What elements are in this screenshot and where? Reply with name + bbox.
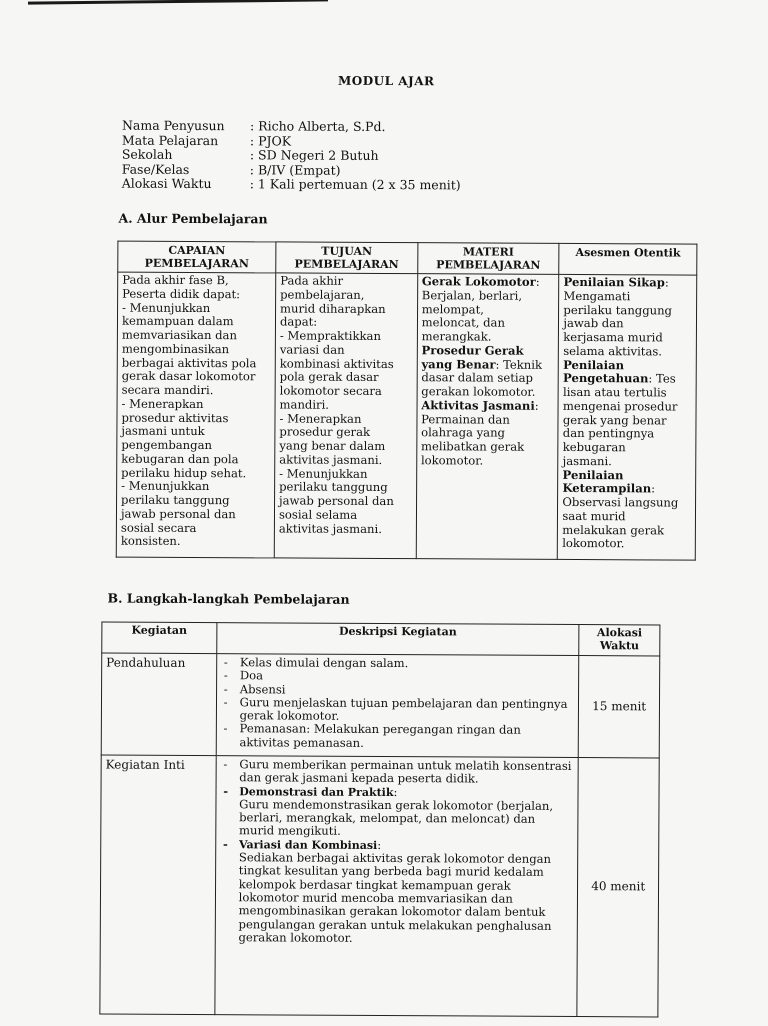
materi-heading: Gerak Lokomotor <box>421 274 536 289</box>
text-line: perilaku tanggung <box>279 479 388 495</box>
table-row <box>116 272 696 560</box>
asesmen-heading: Penilaian <box>563 357 625 372</box>
text-line: mengenai prosedur <box>562 398 678 414</box>
text-line: melakukan gerak <box>562 522 665 537</box>
asesmen-heading: Penilaian <box>562 467 624 482</box>
text-line: aktivitas jasmani. <box>278 520 382 536</box>
text-line: pola gerak dasar <box>279 369 379 385</box>
document-title: MODUL AJAR <box>337 73 435 89</box>
deskripsi-cell <box>215 756 579 1017</box>
text-line: perilaku tanggung <box>563 302 673 318</box>
meta-value: : SD Negeri 2 Butuh <box>249 147 379 163</box>
header-kegiatan: Kegiatan <box>102 622 217 654</box>
meta-value: : 1 Kali pertemuan (2 x 35 menit) <box>249 176 461 193</box>
header-alokasi-line: Waktu <box>599 638 640 652</box>
item-heading: Demonstrasi dan Praktik <box>239 784 394 799</box>
text-line: kerjasama murid <box>563 329 663 345</box>
header-alokasi-line: Alokasi <box>596 626 643 640</box>
text-line: lokomotor. <box>562 536 625 551</box>
capaian-cell <box>116 272 275 558</box>
text-line: perilaku tanggung <box>121 492 230 508</box>
activity-list <box>219 758 574 946</box>
text-line: mandiri. <box>279 397 330 412</box>
text-line: lisan atau tertulis <box>562 384 667 400</box>
text-line: - Menerapkan <box>279 410 362 426</box>
text-line: sosial secara <box>120 520 197 535</box>
materi-heading: Aktivitas Jasmani <box>421 397 535 413</box>
materi-text: : <box>535 274 540 289</box>
text-line: dan pentingnya <box>562 426 655 441</box>
text-line: - Menunjukkan <box>279 465 368 481</box>
list-item: - Absensi <box>221 683 575 698</box>
text-line: Pada akhir fase B, <box>122 272 229 288</box>
text-line: - Menunjukkan <box>121 478 210 494</box>
tujuan-cell <box>274 273 417 559</box>
kegiatan-label: Pendahuluan <box>101 653 216 756</box>
meta-key: Sekolah <box>121 146 173 162</box>
text-line: meloncat, dan <box>421 315 505 330</box>
text-line: mengombinasikan <box>121 341 230 356</box>
asesmen-text: : <box>664 275 669 290</box>
alokasi-cell: 40 menit <box>577 758 659 1017</box>
list-item: - Pemanasan: Melakukan peregangan ringan dan aktivitas pemanasan. <box>220 723 574 751</box>
text-line: gerakan lokomotor. <box>421 384 536 399</box>
item-body: Sediakan berbagai aktivitas gerak lokomotor dengan tingkat kesulitan yang berbeda bagi murid kedalam kelompok berdasar tingkat kemampuan gerak lokomotor murid mencoba memvariasikan dan mengombinasikan gerakan lokomotor dalam bentuk pengulangan gerakan untuk melakukan penghalusan gerakan lokomotor. <box>238 850 552 945</box>
deskripsi-cell <box>216 654 579 758</box>
table-header-row <box>102 622 660 656</box>
text-line: jawab personal dan <box>120 506 236 521</box>
identity-info <box>122 119 461 193</box>
text-line: dapat: <box>279 314 318 329</box>
table-row <box>101 653 660 758</box>
text-line: jawab dan <box>563 316 624 331</box>
langkah-pembelajaran-table <box>99 622 660 1018</box>
text-line: secara mandiri. <box>121 382 214 398</box>
text-line: berbagai aktivitas pola <box>121 355 257 370</box>
header-alokasi <box>579 625 660 656</box>
meta-value: : B/IV (Empat) <box>249 161 341 178</box>
text-line: olahraga yang <box>421 425 506 440</box>
header-asesmen: Asesmen Otentik <box>559 243 697 275</box>
text-line: jasmani untuk <box>121 423 205 439</box>
kegiatan-label: Kegiatan Inti <box>100 755 216 1015</box>
text-line: aktivitas jasmani. <box>279 452 383 467</box>
text-line: selama aktivitas. <box>563 343 663 359</box>
meta-key: Fase/Kelas <box>121 161 190 177</box>
section-a-heading: A. Alur Pembelajaran <box>118 210 268 227</box>
activity-list <box>220 656 574 751</box>
text-line: saat murid <box>562 508 626 524</box>
text-line: konsisten. <box>120 533 181 549</box>
text-line: jawab personal dan <box>279 493 394 509</box>
text-line: perilaku hidup sehat. <box>121 465 247 480</box>
table-row <box>100 755 659 1017</box>
text-line: - Menerapkan <box>121 396 204 411</box>
asesmen-heading: Pengetahuan <box>563 371 649 386</box>
text-line: murid diharapkan <box>280 300 386 316</box>
text-line: gerak dasar lokomotor <box>121 368 256 384</box>
text-line <box>421 399 555 413</box>
text-line: - Mempraktikkan <box>279 328 381 343</box>
text-line: lokomotor. <box>420 452 484 468</box>
asesmen-heading: Keterampilan <box>562 481 652 496</box>
asesmen-text: : Tes <box>648 371 676 386</box>
text-line: jasmani. <box>562 453 612 468</box>
text-line: - Menunjukkan <box>122 300 211 315</box>
text-line: prosedur gerak <box>279 424 371 440</box>
text-line: lokomotor secara <box>279 383 382 398</box>
list-item: - Kelas dimulai dengan salam. <box>221 656 575 671</box>
list-item: - Doa <box>221 669 575 684</box>
text-line: kemampuan dalam <box>121 313 234 329</box>
text-line: sosial selama <box>278 507 358 522</box>
text-line: kebugaran <box>562 439 626 455</box>
asesmen-text: : <box>651 481 656 496</box>
text-line: kombinasi aktivitas <box>279 355 394 371</box>
alokasi-cell: 15 menit <box>579 656 660 758</box>
text-line: merangkak. <box>421 329 492 344</box>
materi-cell <box>416 274 559 560</box>
header-capaian: CAPAIAN PEMBELAJARAN <box>118 241 276 273</box>
list-item <box>220 785 574 840</box>
text-line: variasi dan <box>279 342 345 357</box>
list-item <box>219 838 573 946</box>
materi-text: : <box>534 398 539 413</box>
materi-heading: yang Benar <box>421 356 496 372</box>
meta-value: : Richo Alberta, S.Pd. <box>249 118 386 135</box>
text-line: melompat, <box>421 301 485 317</box>
text-line: Pada akhir <box>280 273 344 288</box>
text-line: kebugaran dan pola <box>121 451 239 466</box>
text-line: Permainan dan <box>421 411 510 427</box>
item-heading: Variasi dan Kombinasi <box>238 838 378 852</box>
meta-key: Mata Pelajaran <box>121 132 219 148</box>
text-line: gerak yang benar <box>562 412 667 427</box>
item-colon: : <box>377 837 382 852</box>
text-line: yang benar dalam <box>279 438 386 454</box>
section-b-heading: B. Langkah-langkah Pembelajaran <box>107 590 350 607</box>
text-line: prosedur aktivitas <box>121 410 229 425</box>
header-tujuan: TUJUAN PEMBELAJARAN <box>276 242 418 274</box>
meta-value: : PJOK <box>249 132 292 149</box>
list-item: - Guru menjelaskan tujuan pembelajaran dan pentingnya gerak lokomotor. <box>221 696 575 724</box>
text-line: pembelajaran, <box>280 287 365 302</box>
text-line: Berjalan, berlari, <box>421 287 523 303</box>
text-line: Observasi langsung <box>562 494 679 510</box>
asesmen-heading: Penilaian Sikap <box>563 274 665 290</box>
text-line: dasar dalam setiap <box>421 370 534 386</box>
meta-key: Nama Penyusun <box>121 117 225 134</box>
item-body: Guru mendemonstrasikan gerak lokomotor (berjalan, berlari, merangkak, melompat, dan meloncat) dan murid mengikuti. <box>238 797 554 839</box>
text-line: melibatkan gerak <box>420 439 525 454</box>
list-item: - Guru memberikan permainan untuk melatih konsentrasi dan gerak jasmani kepada peserta didik. <box>220 758 574 786</box>
meta-key: Alokasi Waktu <box>121 175 212 192</box>
alur-pembelajaran-table <box>116 241 698 561</box>
item-colon: : <box>393 784 398 799</box>
table-header-row <box>118 241 697 275</box>
meta-row <box>122 177 461 193</box>
header-deskripsi: Deskripsi Kegiatan <box>216 623 579 656</box>
asesmen-cell <box>558 274 697 560</box>
materi-text: : Teknik <box>495 357 543 372</box>
header-materi: MATERI PEMBELAJARAN <box>417 243 559 275</box>
text-line: memvariasikan dan <box>121 327 237 343</box>
text-line: Mengamati <box>563 288 631 304</box>
text-line: pengembangan <box>121 437 213 453</box>
materi-heading: Prosedur Gerak <box>421 342 524 358</box>
text-line: Peserta didik dapat: <box>122 286 241 301</box>
